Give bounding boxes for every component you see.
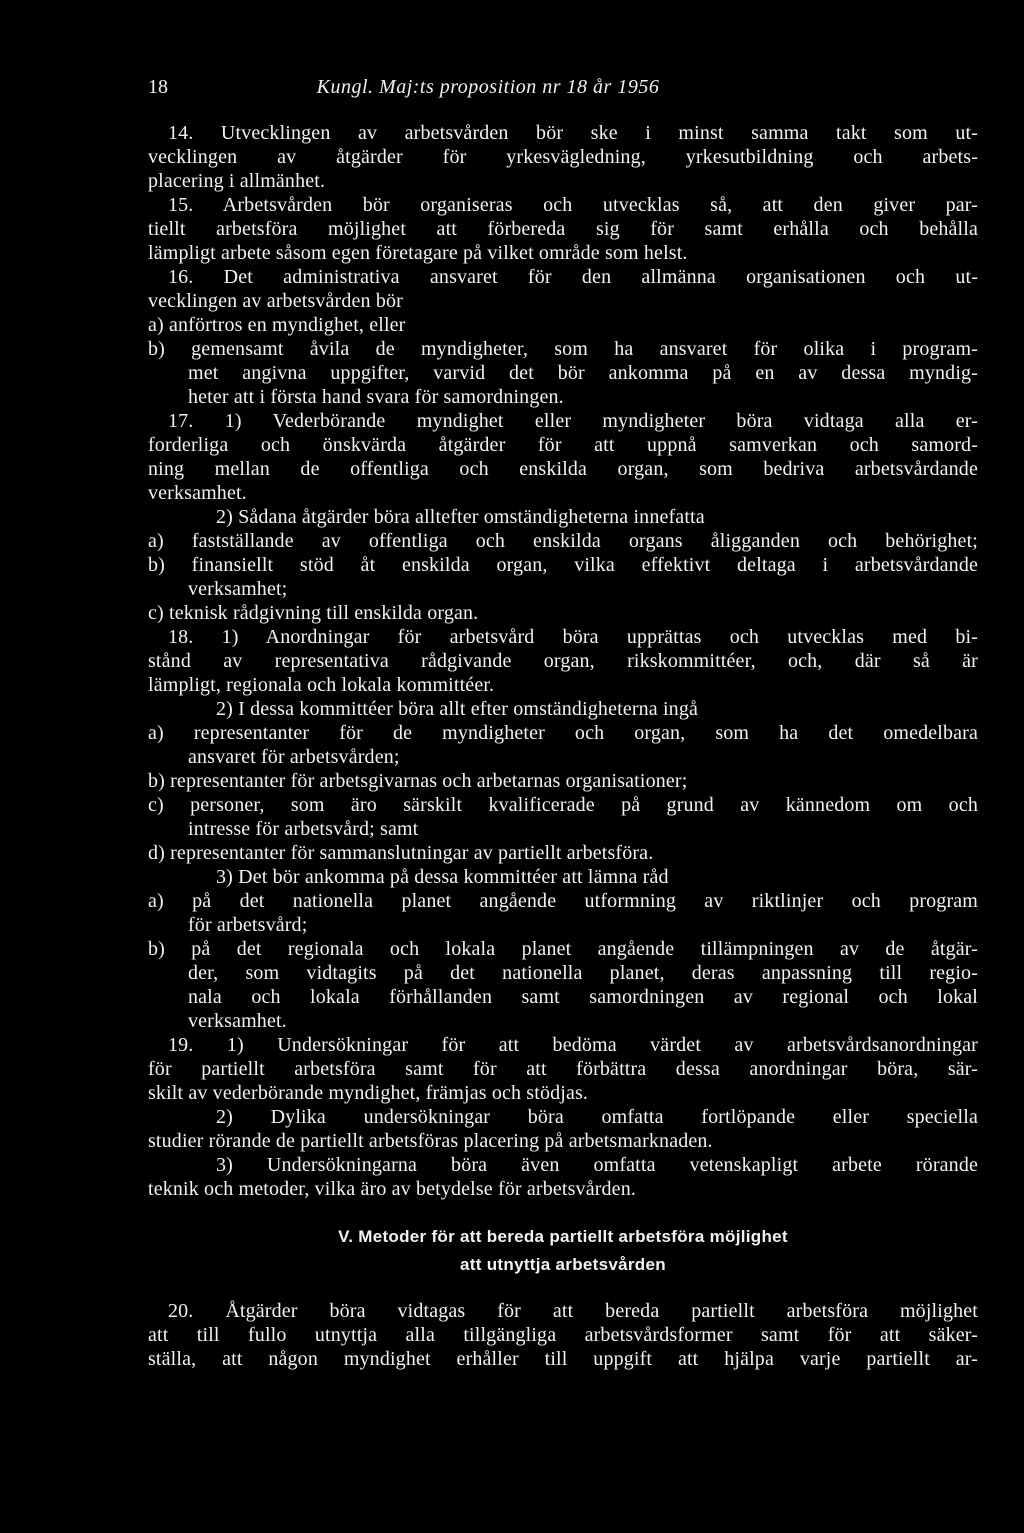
text-line: 16. Det administrativa ansvaret för den allmänna organisationen och ut- bbox=[168, 266, 978, 288]
text-line: a) på det nationella planet angående utformning av riktlinjer och program bbox=[148, 890, 978, 912]
text-line: 14. Utvecklingen av arbetsvården bör ske i minst samma takt som ut- bbox=[168, 122, 978, 144]
text-line: der, som vidtagits på det nationella planet, deras anpassning till regio- bbox=[188, 962, 978, 984]
text-line: c) teknisk rådgivning till enskilda organ. bbox=[148, 602, 479, 624]
page-number: 18 bbox=[148, 76, 168, 98]
text-line: teknik och metoder, vilka äro av betydelse för arbetsvården. bbox=[148, 1178, 637, 1200]
text-line: vecklingen av åtgärder för yrkesvägledning, yrkesutbildning och arbets- bbox=[148, 146, 978, 168]
text-line: verksamhet. bbox=[188, 1010, 287, 1032]
text-line: 20. Åtgärder böra vidtagas för att bereda partiellt arbetsföra möjlighet bbox=[168, 1300, 978, 1322]
text-line: heter att i första hand svara för samordningen. bbox=[188, 386, 564, 408]
text-line: 3) Det bör ankomma på dessa kommittéer att lämna råd bbox=[216, 866, 669, 888]
text-line: 3) Undersökningarna böra även omfatta vetenskapligt arbete rörande bbox=[216, 1154, 978, 1176]
running-title: Kungl. Maj:ts proposition nr 18 år 1956 bbox=[316, 76, 660, 98]
text-line: stånd av representativa rådgivande organ, rikskommittéer, och, där så är bbox=[148, 650, 978, 672]
text-line: ansvaret för arbetsvården; bbox=[188, 746, 400, 768]
section-heading-line-1: V. Metoder för att bereda partiellt arbetsföra möjlighet bbox=[338, 1227, 788, 1246]
text-line: att till fullo utnyttja alla tillgängliga arbetsvårdsformer samt för att säker- bbox=[148, 1324, 978, 1346]
text-line: verksamhet. bbox=[148, 482, 247, 504]
text-line: 2) Dylika undersökningar böra omfatta fortlöpande eller speciella bbox=[216, 1106, 978, 1128]
text-line: met angivna uppgifter, varvid det bör ankomma på en av dessa myndig- bbox=[188, 362, 978, 384]
text-line: verksamhet; bbox=[188, 578, 288, 600]
text-line: a) representanter för de myndigheter och organ, som ha det omedelbara bbox=[148, 722, 978, 744]
text-line: 19. 1) Undersökningar för att bedöma värdet av arbetsvårdsanordningar bbox=[168, 1034, 978, 1056]
text-line: placering i allmänhet. bbox=[148, 170, 326, 192]
text-line: för partiellt arbetsföra samt för att förbättra dessa anordningar böra, sär- bbox=[148, 1058, 978, 1080]
text-line: a) anförtros en myndighet, eller bbox=[148, 314, 406, 336]
text-line: b) på det regionala och lokala planet angående tillämpningen av de åtgär- bbox=[148, 938, 978, 960]
text-line: studier rörande de partiellt arbetsföras placering på arbetsmarknaden. bbox=[148, 1130, 713, 1152]
text-line: lämpligt, regionala och lokala kommittéer. bbox=[148, 674, 495, 696]
text-line: lämpligt arbete såsom egen företagare på vilket område som helst. bbox=[148, 242, 688, 264]
text-line: c) personer, som äro särskilt kvalificerade på grund av kännedom om och bbox=[148, 794, 978, 816]
text-line: 18. 1) Anordningar för arbetsvård böra upprättas och utvecklas med bi- bbox=[168, 626, 978, 648]
text-line: b) gemensamt åvila de myndigheter, som ha ansvaret för olika i program- bbox=[148, 338, 978, 360]
running-head bbox=[148, 76, 978, 104]
text-line: 15. Arbetsvården bör organiseras och utvecklas så, att den giver par- bbox=[168, 194, 978, 216]
text-line: tiellt arbetsföra möjlighet att förbereda sig för samt erhålla och behålla bbox=[148, 218, 978, 240]
section-heading-line-2: att utnyttja arbetsvården bbox=[460, 1255, 666, 1274]
text-line: intresse för arbetsvård; samt bbox=[188, 818, 419, 840]
text-line: b) representanter för arbetsgivarnas och arbetarnas organisationer; bbox=[148, 770, 688, 792]
text-line: forderliga och önskvärda åtgärder för att uppnå samverkan och samord- bbox=[148, 434, 978, 456]
text-line: 2) Sådana åtgärder böra alltefter omständigheterna innefatta bbox=[216, 506, 705, 528]
text-line: vecklingen av arbetsvården bör bbox=[148, 290, 403, 312]
text-line: för arbetsvård; bbox=[188, 914, 308, 936]
text-line: nala och lokala förhållanden samt samordningen av regional och lokal bbox=[188, 986, 978, 1008]
text-line: ställa, att någon myndighet erhåller till uppgift att hjälpa varje partiellt ar- bbox=[148, 1348, 978, 1370]
text-line: b) finansiellt stöd åt enskilda organ, vilka effektivt deltaga i arbetsvårdande bbox=[148, 554, 978, 576]
text-line: 17. 1) Vederbörande myndighet eller myndigheter böra vidtaga alla er- bbox=[168, 410, 978, 432]
text-line: a) fastställande av offentliga och enskilda organs åligganden och behörighet; bbox=[148, 530, 978, 552]
text-line: ning mellan de offentliga och enskilda organ, som bedriva arbetsvårdande bbox=[148, 458, 978, 480]
text-line: 2) I dessa kommittéer böra allt efter omständigheterna ingå bbox=[216, 698, 699, 720]
text-line: skilt av vederbörande myndighet, främjas och stödjas. bbox=[148, 1082, 589, 1104]
text-line: d) representanter för sammanslutningar av partiellt arbetsföra. bbox=[148, 842, 654, 864]
